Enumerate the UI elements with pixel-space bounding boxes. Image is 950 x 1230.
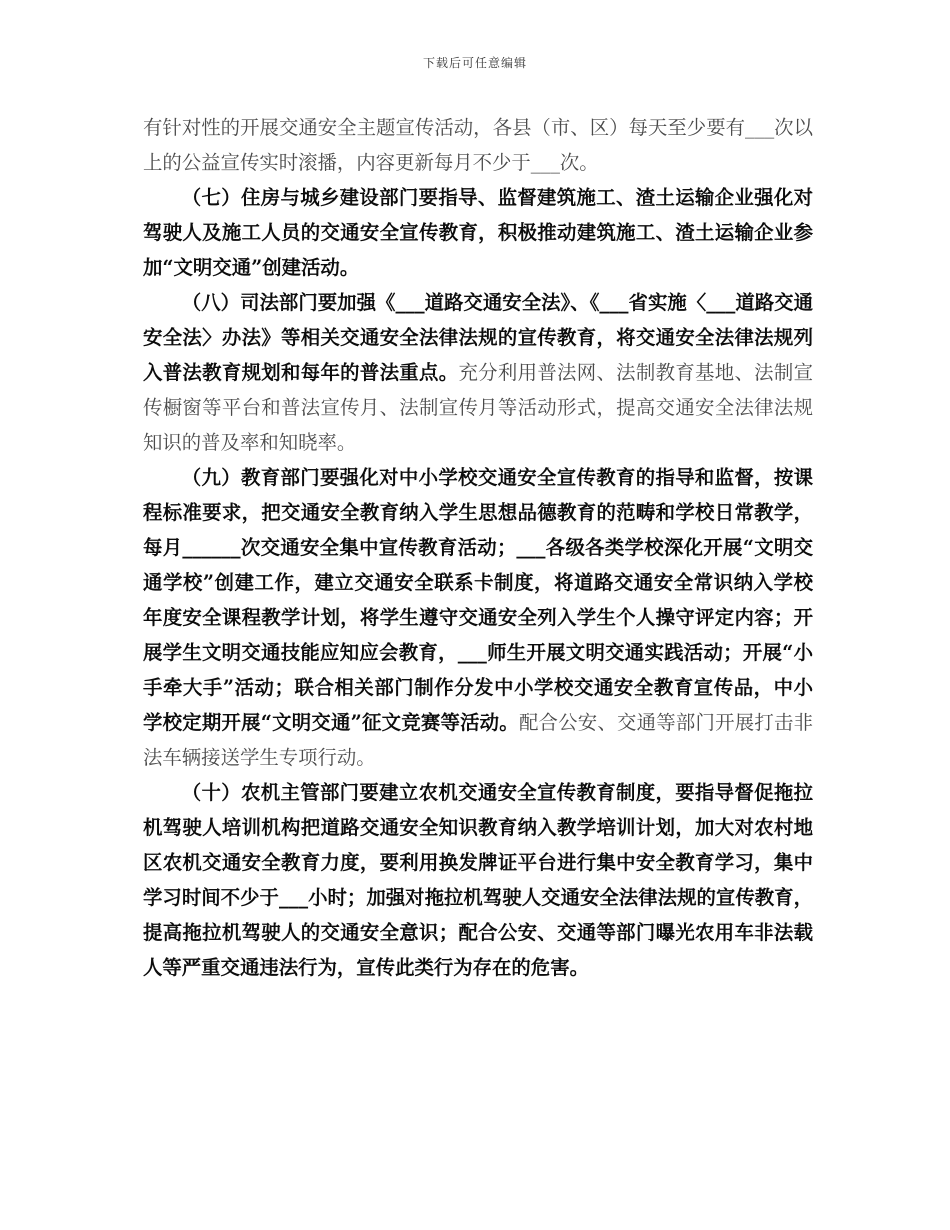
- paragraph-intro-continuation: [143, 110, 813, 180]
- paragraph-text: 有针对性的开展交通安全主题宣传活动，各县（市、区）每天至少要有___次以上的公益宣传实时滚播，内容更新每月不少于___次。: [143, 116, 813, 174]
- paragraph-section-10: [143, 775, 813, 985]
- paragraph-text: 充分利用普法网、法制教育基地、法制宣传橱窗等平台和普法宣传月、法制宣传月等活动形式，提高交通安全法律法规知识的普及率和知晓率。: [143, 361, 814, 454]
- paragraph-text-bold: （十）农机主管部门要建立农机交通安全宣传教育制度，要指导督促拖拉机驾驶人培训机构把道路交通安全知识教育纳入教学培训计划，加大对农村地区农机交通安全教育力度，要利用换发牌证平台进行集中安全教育学习，集中学习时间不少于___小时；加强对拖拉机驾驶人交通安全法律法规的宣传教育，提高拖拉机驾驶人的交通安全意识；配合公安、交通等部门曝光农用车非法载人等严重交通违法行为，宣传此类行为存在的危害。: [143, 781, 813, 979]
- paragraph-text-bold: （九）教育部门要强化对中小学校交通安全宣传教育的指导和监督，按课程标准要求，把交通安全教育纳入学生思想品德教育的范畴和学校日常教学，每月______次交通安全集中宣传教育活动；___各级各类学校深化开展“文明交通学校”创建工作，建立交通安全联系卡制度，将道路交通安全常识纳入学校年度安全课程教学计划，将学生遵守交通安全列入学生个人操守评定内容；开展学生文明交通技能应知应会教育，___师生开展文明交通实践活动；开展“小手牵大手”活动；联合相关部门制作分发中小学校交通安全教育宣传品，中小学校定期开展“文明交通”征文竞赛等活动。: [143, 466, 813, 734]
- paragraph-text: 配合公安、交通等部门开展打击非法车辆接送学生专项行动。: [143, 711, 814, 769]
- paragraph-section-7: [143, 180, 813, 285]
- paragraph-section-9: [143, 460, 813, 775]
- paragraph-section-8: [143, 285, 813, 460]
- page-header: 下载后可任意编辑: [422, 56, 527, 70]
- paragraph-text-bold: （八）司法部门要加强《___道路交通安全法》、《___省实施〈___道路交通安全法〉办法》等相关交通安全法律法规的宣传教育，将交通安全法律法规列入普法教育规划和每年的普法重点。: [143, 291, 813, 384]
- paragraph-text-bold: （七）住房与城乡建设部门要指导、监督建筑施工、渣土运输企业强化对驾驶人及施工人员的交通安全宣传教育，积极推动建筑施工、渣土运输企业参加“文明交通”创建活动。: [143, 186, 813, 279]
- document-body: [143, 110, 813, 985]
